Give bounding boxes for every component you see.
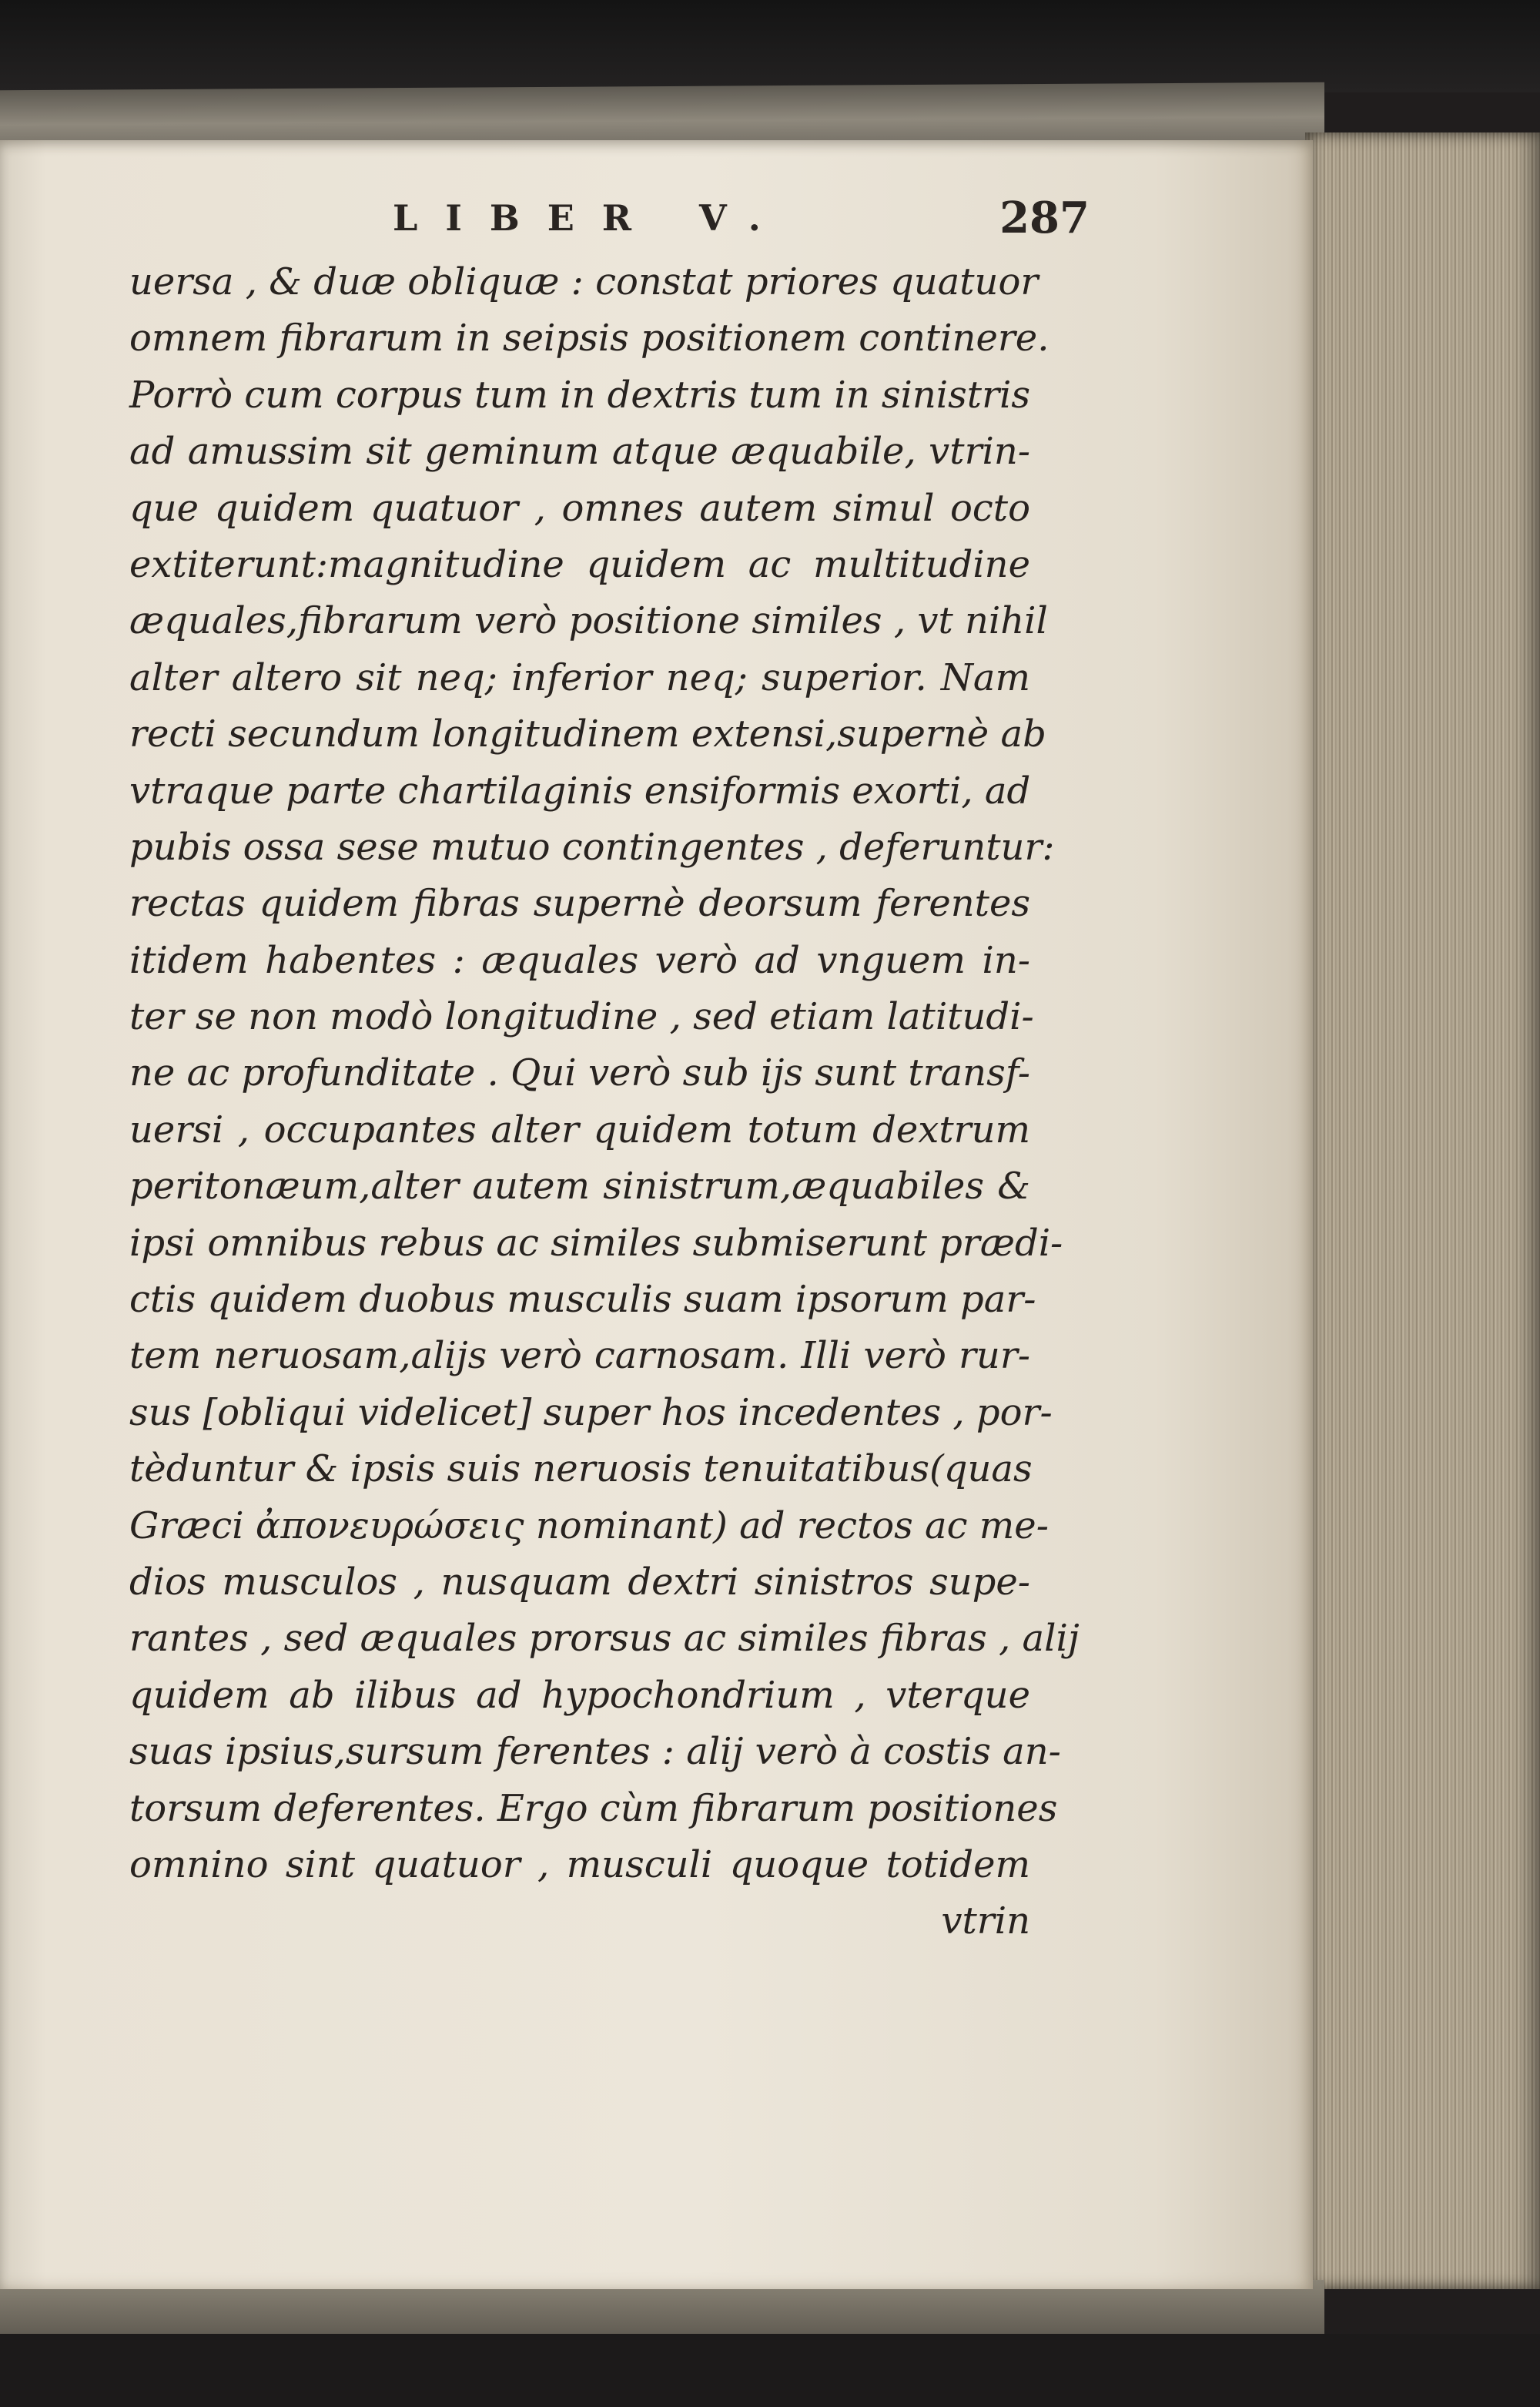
text-line: suas ipsius,sursum ferentes : alij verò à costis an- [129,1730,1061,1774]
text-line: recti secundum longitudinem extensi,supernè ab [129,712,1046,756]
page-header [139,193,1090,246]
body-text [129,254,1080,1950]
text-line: ter se non modò longitudine , sed etiam latitudi- [129,995,1034,1039]
catchword: vtrin [941,1899,1030,1943]
text-line: omnino sint quatuor , musculi quoque totidem [129,1842,1030,1886]
text-line: ne ac profunditate . Qui verò sub ijs sunt transf- [129,1051,1030,1095]
text-line: rectas quidem fibras supernè deorsum ferentes [129,882,1030,926]
text-line: ipsi omnibus rebus ac similes submiserunt prædi- [129,1221,1063,1265]
text-line: omnem fibrarum in seipsis positionem continere. [129,317,1050,360]
text-line: Græci ἀπονευρώσεις nominant) ad rectos ac me- [129,1504,1049,1547]
background-bottom [0,2334,1540,2407]
page-number: 287 [999,193,1090,243]
text-line: torsum deferentes. Ergo cùm fibrarum positiones [129,1786,1058,1830]
text-line: Porrò cum corpus tum in dextris tum in sinistris [129,373,1030,417]
text-line: que quidem quatuor , omnes autem simul octo [129,486,1030,530]
text-line: rantes , sed æquales prorsus ac similes fibras , alij [129,1617,1080,1661]
text-line: itidem habentes : æquales verò ad vnguem in- [129,938,1030,982]
text-line: quidem ab ilibus ad hypochondrium , vterque [129,1673,1030,1717]
text-line: uersi , occupantes alter quidem totum dextrum [129,1108,1030,1152]
text-line: sus [obliqui videlicet] super hos incedentes , por- [129,1390,1053,1434]
binding-strip-bottom [0,2280,1324,2342]
background-top [0,0,1540,92]
text-line: ctis quidem duobus musculis suam ipsorum par- [129,1278,1036,1322]
text-line: ad amussim sit geminum atque æquabile, vtrin- [129,430,1030,474]
text-line: pubis ossa sese mutuo contingentes , deferuntur: [129,825,1055,869]
text-line: uersa , & duæ obliquæ : constat priores quatuor [129,260,1039,303]
text-line: æquales,fibrarum verò positione similes , vt nihil [129,599,1048,643]
text-line: dios musculos , nusquam dextri sinistros supe- [129,1560,1030,1604]
text-line: peritonæum,alter autem sinistrum,æquabiles & [129,1165,1030,1209]
text-line: vtraque parte chartilaginis ensiformis exorti, ad [129,769,1031,813]
text-line: extiterunt:magnitudine quidem ac multitudine [129,542,1030,586]
text-line: alter altero sit neq; inferior neq; superior. Nam [129,655,1030,699]
text-line: tèduntur & ipsis suis neruosis tenuitatibus(quas [129,1447,1033,1491]
page-fore-edge [1305,132,1540,2289]
text-line: tem neruosam,alijs verò carnosam. Illi verò rur- [129,1334,1030,1378]
running-head: LIBER V. [393,197,788,239]
